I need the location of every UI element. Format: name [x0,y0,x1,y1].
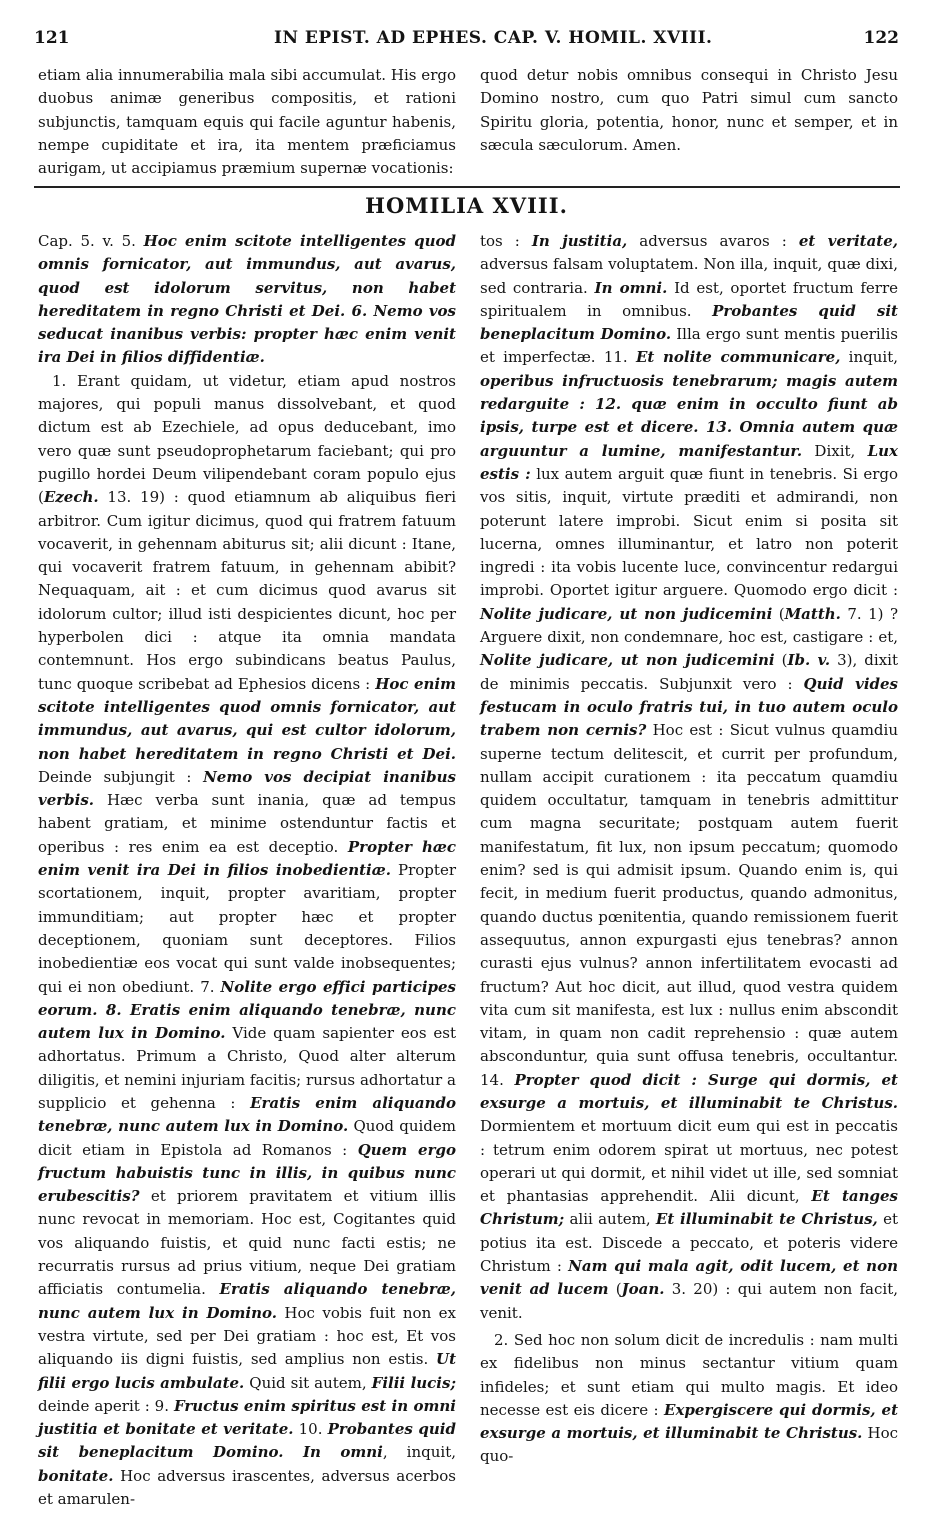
left-column [38,230,456,1511]
text-run: ( [772,604,785,623]
text-run: inquit, [840,348,898,367]
text-run: 1. Erant quidam, ut videtur, etiam apud nostros majores, qui populi manus dissolvebant, et quod dictum est ab Ezechiele, ad opus deducebant, imo vero quæ sunt pseudoprophetarum faciebant; qui pro pugillo hordei Deum vilipendebant coram populo ejus ( [38,371,456,507]
reference: Matth. [784,604,841,623]
text-run: 13. 19) : quod etiamnum ab aliquibus fieri arbitror. Cum igitur dicimus, quod qui fratrem fatuum vocaverit, in gehennam abiturus sit; alii dicunt : Itane, qui vocaverit fratrem fatuum, in gehennam abibit? Nequaquam, ait : et cum dicimus quod avarus sit idolorum cultor; illud isti despicientes dicunt, hoc per hyperbolen dici : atque ita omnia mandata contemnunt. Hos ergo subindicans beatus Paulus, tunc quoque scribebat ad Ephesios dicens : [38,488,456,693]
scripture-quote: Nemo vos decipiat inanibus verbis. [38,767,456,810]
scripture-quote: Propter quod dicit : Surge qui dormis, et exsurge a mortuis, et illuminabit te Christus. [480,1070,898,1112]
reference: Ezech. [43,488,99,507]
scripture-quote: Filii lucis; [371,1373,456,1392]
section-divider [34,186,900,188]
scripture-quote: Nolite judicare, ut non judicemini [480,651,775,670]
page-number-left: 121 [34,28,70,48]
page-number-right: 122 [863,28,899,48]
scripture-quote: Probantes quid sit beneplacitum Domino. [480,301,898,344]
text-run: lux autem arguit quæ fiunt in tenebris. Si ergo vos sitis, inquit, virtute præditi et admirandi, non poterunt latere improbi. Sicut enim si posita sit lucerna, omnes illuminantur, et latro non poterit ingredi : ita vobis lucente luce, convincentur redargui improbi. Oportet igitur arguere. Quomodo ergo dicit : [480,464,898,600]
scripture-quote: Quid vides festucam in oculo fratris tui, in tuo autem oculo trabem non cernis? [480,674,899,740]
text-run: et priorem pravitatem et vitium illis nunc revocat in memoriam. Hoc est, Cogitantes quid vos aliquando fuistis, et quid nunc facti estis; ne recurratis rursus ad prius vitium, neque Dei gratiam afficiatis contumelia. [38,1187,456,1299]
scripture-quote: Et tanges Christum; [480,1187,898,1229]
paragraph-2 [480,1329,898,1469]
text-run: deinde aperit : 9. [38,1396,174,1415]
summary-text: Hoc enim scitote intelligentes quod omnis fornicator, aut immundus, aut avarus, quod est idolorum servitus, non habet hereditatem in regno Christi et Dei. 6. Nemo vos seducat inanibus verbis: propter hæc enim venit ira Dei in filios diffidentiæ. [38,232,456,367]
text-run: 10. [293,1420,328,1439]
reference: Joan. [621,1280,665,1299]
text-run: 2. Sed hoc non solum dicit de incredulis : nam multi ex fidelibus non minus sectantur vitium quam infideles; et sunt etiam qui multo magis. Et ideo necesse est eis dicere : [480,1330,898,1419]
scripture-quote: Eratis aliquando tenebræ, nunc autem lux in Domino. [38,1280,456,1322]
paragraph-1-continued [480,230,898,1325]
scripture-quote: Propter hæc enim venit ira Dei in filios inobedientiæ. [38,837,456,880]
text-run: Vide quam sapienter eos est adhortatus. Primum a Christo, Quod alter alterum diligitis, et nemini injuriam facitis; rursus adhortatur a supplicio et gehenna : [38,1024,456,1112]
text-run: Hoc adversus irascentes, adversus acerbos et amarulen- [38,1466,456,1509]
scripture-quote: Quem ergo fructum habuistis tunc in illis, in quibus nunc erubescitis? [38,1140,456,1206]
homily-title: HOMILIA XVIII. [365,193,568,218]
top-right-text [480,64,898,157]
scripture-quote: In justitia, [531,232,628,250]
running-header [34,28,899,52]
text-run: adversus falsam voluptatem. Non illa, inquit, quæ dixi, sed contraria. [480,255,898,297]
text-run: tos : [480,232,532,250]
text-run: , inquit, [382,1443,456,1462]
scripture-quote: operibus infructuosis tenebrarum; magis autem redarguite : 12. quæ enim in occulto fiunt ab ipsis, turpe est et dicere. 13. Omnia autem quæ arguuntur a lumine, manifestantur. [480,371,898,460]
text-run: alii autem, [564,1210,656,1229]
scripture-quote: Expergiscere qui dormis, et exsurge a mortuis, et illuminabit te Christus. [480,1400,898,1443]
text-run: Dormientem et mortuum dicit eum qui est in peccatis : tetrum enim odorem spirat ut mortuus, nec potest operari ut qui dormit, et nihil videt ut ille, sed somniat et phantasias apprehendit. Alii dicunt, [480,1117,898,1206]
text-run: Propter scortationem, inquit, propter avaritiam, propter immunditiam; aut propter hæc et propter deceptionem, quoniam sunt deceptores. Filios inobedientiæ eos vocat qui sunt valde inobsequentes; qui ei non obediunt. 7. [38,861,456,996]
summary-paragraph [38,230,456,370]
scripture-quote: Et illuminabit te Christus, [655,1210,878,1229]
text-run: 3), dixit de minimis peccatis. Subjunxit vero : [480,651,898,693]
scripture-quote: Probantes quid sit beneplacitum Domino. In omni [38,1420,456,1462]
scripture-quote: Nam qui mala agit, odit lucem, et non venit ad lucem [480,1257,898,1299]
text-run: 7. 1) ? Arguere dixit, non condemnare, hoc est, castigare : et, [480,604,898,647]
scripture-quote: et veritate, [798,232,898,250]
text-run: Deinde subjungit : [38,767,204,786]
reference: Ib. v. [787,651,831,670]
scripture-quote: Lux estis : [480,441,898,483]
text-run: ( [774,651,788,670]
text-run: et potius ita est. Discede a peccato, et poteris videre Christum : [480,1210,898,1276]
scripture-quote: Ut filii ergo lucis ambulate. [38,1350,456,1392]
running-title: IN EPIST. AD EPHES. CAP. V. HOMIL. XVIII. [274,28,713,48]
scripture-quote: Et nolite communicare, [635,348,841,367]
text-run: Quid sit autem, [244,1373,372,1392]
text-run: Hoc vobis fuit non ex vestra virtute, sed per Dei gratiam : hoc est, Et vos aliquando iis digni fuistis, sed amplius non estis. [38,1303,456,1369]
paragraph: etiam alia innumerabilia mala sibi accumulat. His ergo duobus animæ generibus compositis, et rationi subjunctis, tamquam equis qui facile aguntur habenis, nempe cupiditate et ira, ita mentem præficiamus aurigam, ut accipiamus præmium supernæ vocationis: [38,66,456,178]
text-run: Illa ergo sunt mentis puerilis et imperfectæ. 11. [480,325,898,367]
scripture-quote: Hoc enim scitote intelligentes quod omnis fornicator, aut immundus, aut avarus, qui est cultor idolorum, non habet hereditatem in regno Christi et Dei. [38,674,456,763]
paragraph-1 [38,370,456,1512]
scripture-quote: Fructus enim spiritus est in omni justitia et bonitate et veritate. [38,1396,457,1439]
text-run: 3. 20) : qui autem non facit, venit. [480,1280,898,1322]
top-left-text [38,64,456,180]
text-run: Id est, oportet fructum ferre spiritualem in omnibus. [480,278,898,320]
text-run: Dixit, [802,441,868,460]
scripture-quote: In omni. [594,278,668,297]
paragraph: quod detur nobis omnibus consequi in Christo Jesu Domino nostro, cum quo Patri simul cum sancto Spiritu gloria, potentia, honor, nunc et semper, et in sæcula sæculorum. Amen. [480,66,898,154]
text-run: adversus avaros : [627,232,799,250]
text-run: Hoc est : Sicut vulnus quamdiu superne tectum delitescit, et currit per profundum, nullam accipit curationem : ita peccatum quamdiu quidem occultatur, tamquam in tenebris admittitur cum magna securitate; postquam autem fuerit manifestatum, fit lux, non ipsum peccatum; quomodo enim? sed is qui admisit ipsum. Quando enim is, qui fecit, in medium fuerit productus, quando admonitus, quando ductus pœnitentia, quando remissionem fuerit assequutus, annon expurgasti ejus tenebras? annon curasti ejus vulnus? annon infertilitatem evocasti ad fructum? Aut hoc dicit, aut illud, quod vestra quidem vita cum sit manifesta, est lux : nullus enim abscondit vitam, in quam non cadit reprehensio : quæ autem absconduntur, quia sunt offusa tenebris, occultantur. 14. [480,721,898,1089]
text-run: Hæc verba sunt inania, quæ ad tempus habent gratiam, et minime ostenduntur factis et operibus : res enim ea est deceptio. [38,791,456,856]
text-run: ( [608,1280,622,1299]
scripture-quote: Nolite judicare, ut non judicemini [480,604,773,623]
scripture-quote: Eratis enim aliquando tenebræ, nunc autem lux in Domino. [38,1093,457,1136]
right-column [480,230,898,1469]
text-run: Quod quidem dicit etiam in Epistola ad Romanos : [38,1117,456,1159]
scripture-quote: bonitate. [38,1466,114,1485]
scripture-quote: Nolite ergo effici participes eorum. 8. Eratis enim aliquando tenebræ, nunc autem lux in Domino. [38,977,457,1043]
text-run: Hoc quo- [480,1424,899,1466]
summary-label: Cap. 5. v. 5. [38,232,136,250]
